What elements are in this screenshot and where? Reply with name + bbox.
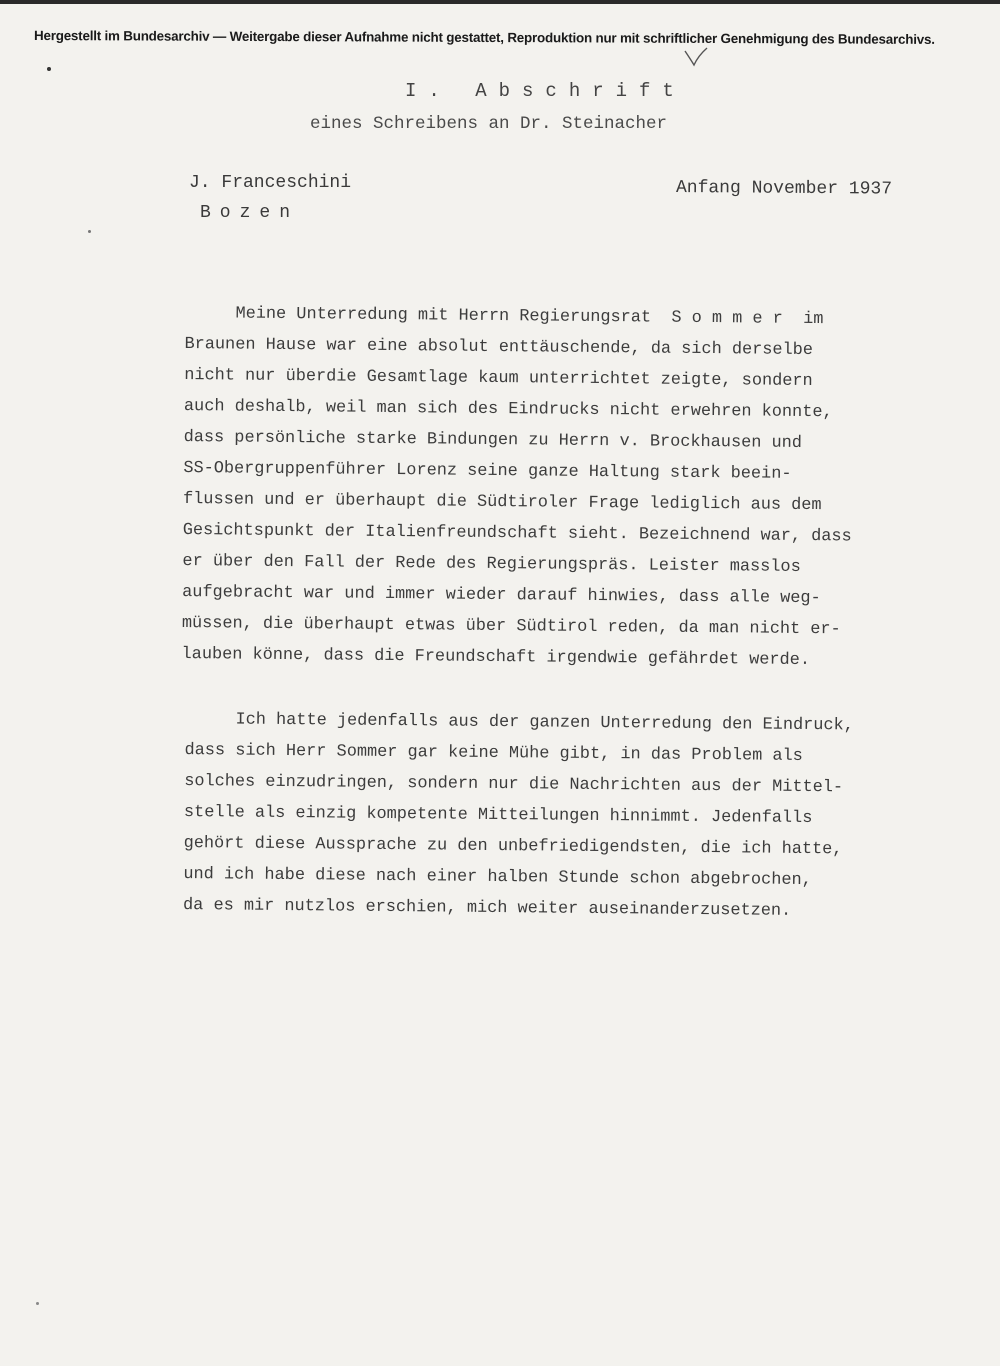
document-title: I. Abschrift xyxy=(405,80,686,102)
text-line: lauben könne, dass die Freundschaft irgendwie gefährdet werde. xyxy=(181,644,811,671)
text-line: solches einzudringen, sondern nur die Nachrichten aus der Mittel- xyxy=(184,771,844,798)
text-line: dass persönliche starke Bindungen zu Herrn v. Brockhausen und xyxy=(183,427,803,453)
document-subtitle: eines Schreibens an Dr. Steinacher xyxy=(310,114,668,134)
body-paragraph-2 xyxy=(183,704,854,927)
scan-top-edge xyxy=(0,0,1000,4)
sender-name: J. Franceschini xyxy=(189,173,352,193)
letter-date: Anfang November 1937 xyxy=(675,178,893,200)
text-line: Gesichtspunkt der Italienfreundschaft sieht. Bezeichnend war, dass xyxy=(182,520,852,547)
punch-dot xyxy=(36,1302,39,1305)
punch-dot xyxy=(47,67,51,71)
sender-city: Bozen xyxy=(200,203,300,223)
text-line: müssen, die überhaupt etwas über Südtirol reden, da man nicht er- xyxy=(181,613,841,640)
text-line: aufgebracht war und immer wieder darauf hinwies, dass alle weg- xyxy=(182,582,821,609)
text-line: auch deshalb, weil man sich des Eindrucks nicht erwehren konnte, xyxy=(183,396,833,423)
text-line: und ich habe diese nach einer halben Stunde schon abgebrochen, xyxy=(183,864,812,891)
text-line: SS-Obergruppenführer Lorenz seine ganze Haltung stark beein- xyxy=(183,458,792,484)
text-line: flussen und er überhaupt die Südtiroler Frage lediglich aus dem xyxy=(182,489,822,516)
text-line: er über den Fall der Rede des Regierungspräs. Leister masslos xyxy=(182,551,801,577)
text-line: dass sich Herr Sommer gar keine Mühe gibt, in das Problem als xyxy=(184,740,803,766)
text-line: Braunen Hause war eine absolut enttäuschende, da sich derselbe xyxy=(184,334,814,361)
text-line: gehört diese Aussprache zu den unbefriedigendsten, die ich hatte, xyxy=(183,833,843,860)
text-line: stelle als einzig kompetente Mitteilungen hinnimmt. Jedenfalls xyxy=(183,802,813,829)
text-line: nicht nur überdie Gesamtlage kaum unterrichtet zeigte, sondern xyxy=(184,365,813,392)
text-line: Meine Unterredung mit Herrn Regierungsrat S o m m e r im xyxy=(184,303,824,330)
body-paragraph-1 xyxy=(181,298,854,676)
archive-notice-stamp: Hergestellt im Bundesarchiv — Weitergabe dieser Aufnahme nicht gestattet, Reproduktion nur mit schriftlicher Genehmigung des Bundesarchivs. xyxy=(33,28,935,47)
punch-dot xyxy=(88,230,91,233)
handwritten-check-mark xyxy=(683,46,709,68)
text-line: da es mir nutzlos erschien, mich weiter auseinanderzusetzen. xyxy=(182,895,792,921)
text-line: Ich hatte jedenfalls aus der ganzen Unterredung den Eindruck, xyxy=(184,709,854,736)
